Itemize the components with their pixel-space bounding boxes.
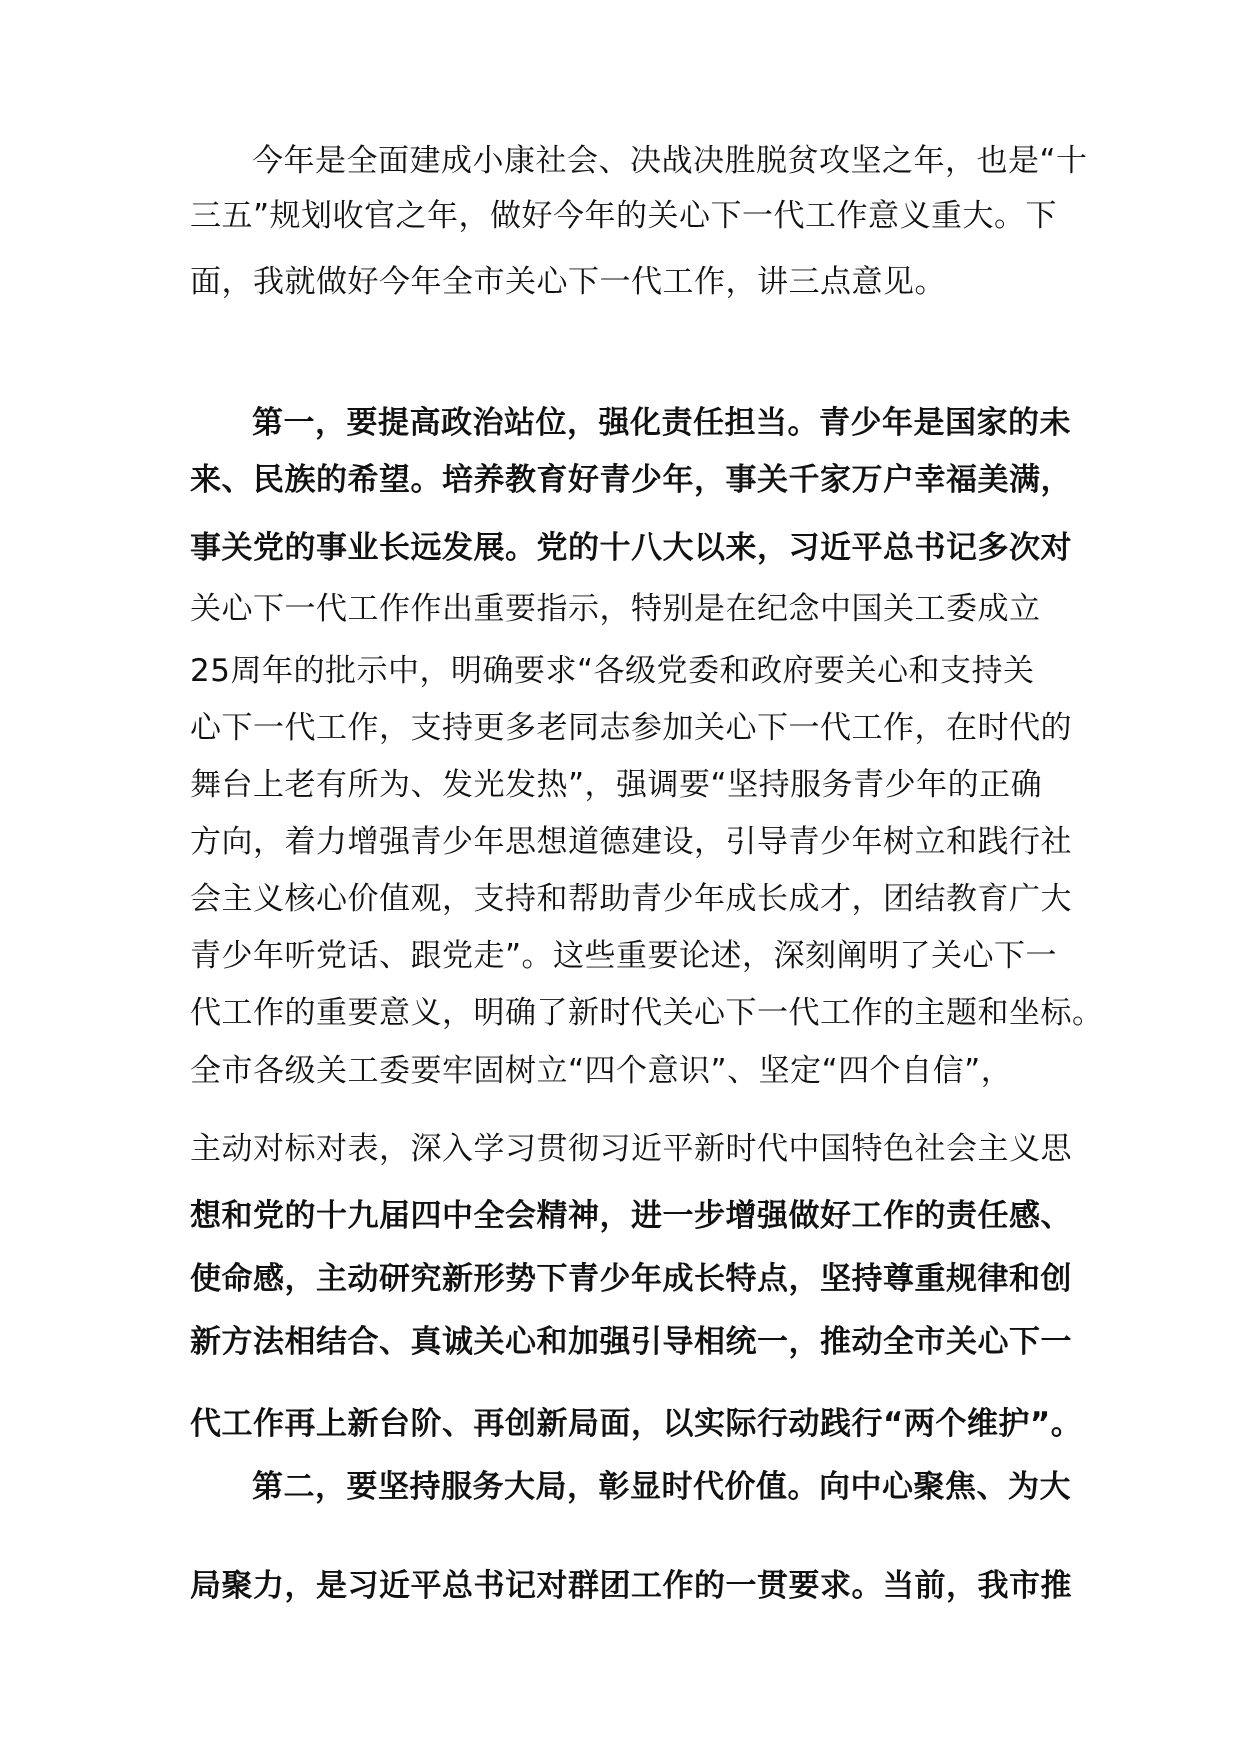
section1-line-16: 新方法相结合、真诚关心和加强引导相统一，推动全市关心下一: [190, 1324, 1072, 1360]
section1-line-4: 关心下一代工作作出重要指示，特别是在纪念中国关工委成立: [190, 591, 1041, 627]
section1-line-14: 想和党的十九届四中全会精神，进一步增强做好工作的责任感、: [190, 1198, 1072, 1234]
section1-line-1: 第一，要提高政治站位，强化责任担当。青少年是国家的未: [252, 405, 1071, 441]
section2-line-1: 第二，要坚持服务大局，彰显时代价值。向中心聚焦、为大: [252, 1469, 1071, 1505]
section1-line-10: 青少年听党话、跟党走”。这些重要论述，深刻阐明了关心下一: [190, 938, 1058, 974]
section1-line-7: 舞台上老有所为、发光发热”，强调要“坚持服务青少年的正确: [190, 767, 1043, 803]
section1-line-12: 全市各级关工委要牢固树立“四个意识”、坚定“四个自信”，: [190, 1053, 1013, 1089]
section2-line-2: 局聚力，是习近平总书记对群团工作的一贯要求。当前，我市推: [190, 1568, 1072, 1604]
intro-line-3: 面，我就做好今年全市关心下一代工作，讲三点意见。: [190, 264, 946, 300]
section1-line-5: 25周年的批示中，明确要求“各级党委和政府要关心和支持关: [190, 653, 1035, 689]
intro-line-1: 今年是全面建成小康社会、决战决胜脱贫攻坚之年，也是“十: [252, 143, 1088, 179]
section1-line-8: 方向，着力增强青少年思想道德建设，引导青少年树立和践行社: [190, 824, 1072, 860]
section1-line-3: 事关党的事业长远发展。党的十八大以来，习近平总书记多次对: [190, 530, 1072, 566]
section1-line-6: 心下一代工作，支持更多老同志参加关心下一代工作，在时代的: [190, 710, 1072, 746]
section1-line-11: 代工作的重要意义，明确了新时代关心下一代工作的主题和坐标。: [190, 995, 1104, 1031]
section1-line-9: 会主义核心价值观，支持和帮助青少年成长成才，团结教育广大: [190, 881, 1072, 917]
section1-line-17: 代工作再上新台阶、再创新局面，以实际行动践行“两个维护”。: [190, 1406, 1083, 1442]
section1-line-15: 使命感，主动研究新形势下青少年成长特点，坚持尊重规律和创: [190, 1261, 1072, 1297]
section1-line-13: 主动对标对表，深入学习贯彻习近平新时代中国特色社会主义思: [190, 1131, 1072, 1167]
intro-line-2: 三五”规划收官之年，做好今年的关心下一代工作意义重大。下: [190, 198, 1058, 234]
section1-line-2: 来、民族的希望。培养教育好青少年，事关千家万户幸福美满，: [190, 462, 1072, 498]
